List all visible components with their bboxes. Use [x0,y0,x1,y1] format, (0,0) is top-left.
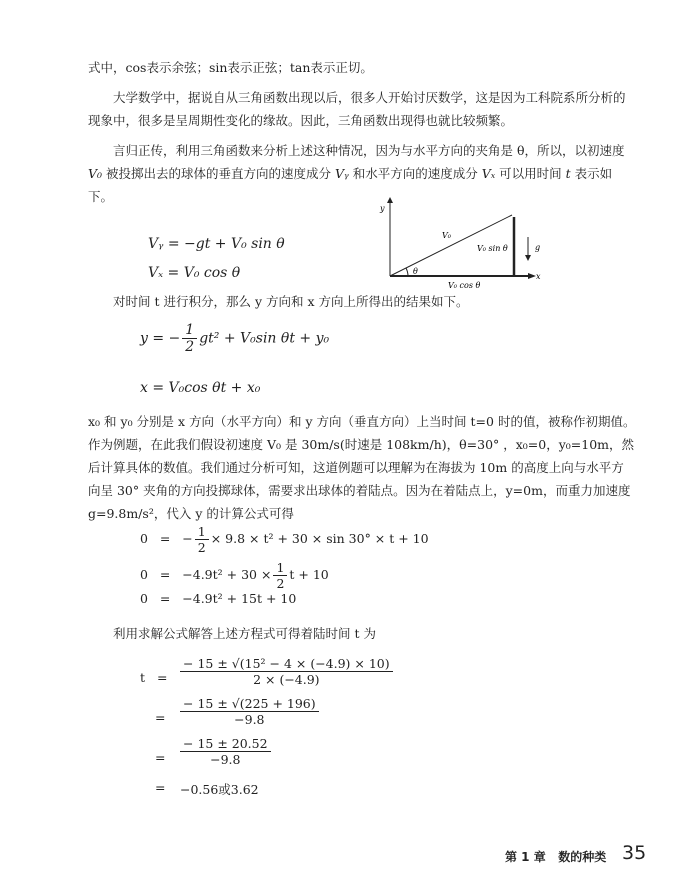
text: 言归正传，利用三角函数来分析上述这种情况，因为与水平方向的夹角是 θ，所以，以初速度 [113,143,625,158]
solution-3 [178,736,273,767]
text: × 9.8 × t² + 30 × sin 30° × t + 10 [210,531,429,546]
equation-vy: Vᵧ = −gt + V₀ sin θ [148,236,285,252]
equation-step-2 [140,560,329,591]
fraction [273,560,287,591]
vcos-label: V₀ cos θ [448,281,481,290]
numerator: 1 [182,322,197,339]
text: t + 10 [289,567,329,582]
numerator: 1 [273,560,287,576]
denominator: −9.8 [210,752,241,767]
text: gt² + V₀sin θt + y₀ [199,330,330,347]
page-number: 35 [622,842,647,864]
denominator: −9.8 [234,712,265,727]
denominator: 2 [185,339,195,355]
denominator: 2 × (−4.9) [253,672,320,687]
eq-sign: = [155,750,166,765]
paragraph-5: x₀ 和 y₀ 分别是 x 方向（水平方向）和 y 方向（垂直方向）上当时间 t=0 时的值，被称作初期值。作为例题，在此我们假设初速度 V₀ 是 30m/s(时速是 108km/h)，θ=30° ，x₀=0，y₀=10m，然后计算具体的数值。我们通过分析可知，这道例题可以理解为在海拔为 10m 的高度上向与水平方向呈 30° 夹角的方向投掷球体，需要求出球体的着陆点。因为在着陆点上，y=0m，而重力加速度 g=9.8m/s²，代入 y 的计算公式可得 [88,414,636,521]
y-label: y [380,204,385,213]
math: t [565,166,571,181]
angle-arc [406,268,408,276]
paragraph-1: 式中，cos表示余弦；sin表示正弦；tan表示正切。 [88,60,373,75]
solution-1 [178,656,395,687]
math: V₀ [88,166,103,181]
equation-vx: Vₓ = V₀ cos θ [148,265,241,281]
equation-y [140,322,329,355]
math: Vᵧ [335,166,349,181]
eq-sign: = [155,780,166,795]
text: 可以用时间 [495,166,566,181]
fraction [182,322,197,355]
solution-final: −0.56或3.62 [180,782,259,797]
paragraph-2: 大学数学中，据说自从三角函数出现以后，很多人开始讨厌数学，这是因为工科院系所分析的现象中，很多是呈周期性变化的缘故。因此，三角函数出现得也就比较频繁。 [88,90,626,128]
y-axis-arrow [387,197,393,203]
math: Vₓ [481,166,496,181]
v0-label: V₀ [442,231,451,240]
paragraph-6: 利用求解公式解答上述方程式可得着陆时间 t 为 [113,626,376,641]
equation-step-1 [140,524,429,555]
fraction [180,696,319,727]
text: y = − [140,330,181,347]
equation-x: x = V₀cos θt + x₀ [140,380,261,396]
numerator: − 15 ± 20.52 [180,736,271,752]
paragraph-4: 对时间 t 进行积分，那么 y 方向和 x 方向上所得出的结果如下。 [113,294,469,309]
eq-sign: = [155,710,166,725]
denominator: 2 [197,540,206,555]
text: 和水平方向的速度成分 [348,166,482,181]
theta-label: θ [413,267,418,276]
chapter-title: 第 1 章 数的种类 [505,850,607,864]
vsin-label: V₀ sin θ [477,244,508,253]
text: 被投掷出去的球体的垂直方向的速度成分 [102,166,335,181]
equation-step-3: 0 = −4.9t² + 15t + 10 [140,591,297,606]
text: 表示如下。 [88,166,613,204]
solution-2 [178,696,321,727]
text: 0 = −4.9t² + 30 × [140,567,272,582]
denominator: 2 [276,576,285,591]
g-label: g [535,243,541,252]
velocity-diagram [360,195,560,295]
x-label: x [536,272,541,281]
fraction [180,656,393,687]
x-axis-arrow [528,273,536,279]
fraction [180,736,271,767]
numerator: − 15 ± √(15² − 4 × (−4.9) × 10) [180,656,393,672]
t-lhs: t = [140,670,168,685]
fraction [195,524,209,555]
numerator: 1 [195,524,209,540]
text: 0 = − [140,531,193,546]
numerator: − 15 ± √(225 + 196) [180,696,319,712]
